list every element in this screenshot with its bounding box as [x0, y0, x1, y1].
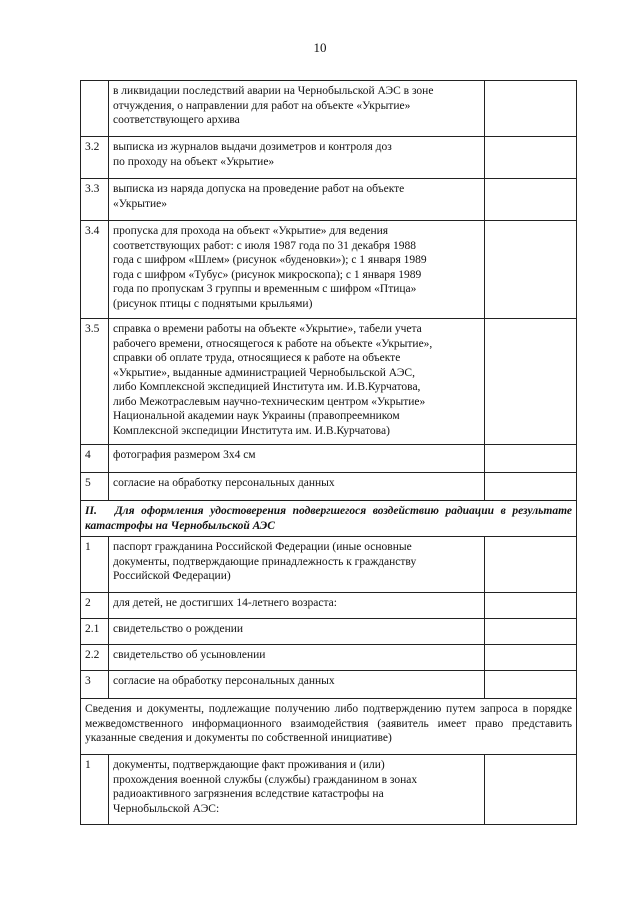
section-header-row: [81, 501, 577, 537]
row-number: 2: [81, 593, 109, 619]
row-blank-cell: [485, 221, 577, 319]
row-blank-cell: [485, 445, 577, 473]
table-row: [81, 319, 577, 445]
table-row: [81, 755, 577, 825]
table-row: [81, 221, 577, 319]
row-number: 5: [81, 473, 109, 501]
section-ii-title: Для оформления удостоверения подвергшегося воздействию радиации в результате катастрофы на Чернобыльской АЭС: [85, 505, 572, 532]
row-text: выписка из наряда допуска на проведение работ на объекте «Укрытие»: [109, 179, 485, 221]
row-number: 1: [81, 537, 109, 593]
section-ii-heading: [81, 501, 577, 537]
row-number: [81, 81, 109, 137]
row-text: выписка из журналов выдачи дозиметров и контроля доз по проходу на объект «Укрытие»: [109, 137, 485, 179]
row-text: для детей, не достигших 14-летнего возраста:: [109, 593, 485, 619]
row-number: 2.2: [81, 645, 109, 671]
row-blank-cell: [485, 537, 577, 593]
row-number: 4: [81, 445, 109, 473]
interagency-info-text: Сведения и документы, подлежащие получению либо подтверждению путем запроса в порядке межведомственного информационного взаимодействия (заявитель имеет право представить указанные сведения и документы по собственной инициативе): [81, 699, 577, 755]
info-row: [81, 699, 577, 755]
table-row: [81, 671, 577, 699]
row-number: 3.3: [81, 179, 109, 221]
table-row: [81, 593, 577, 619]
row-text: справка о времени работы на объекте «Укрытие», табели учета рабочего времени, относящегося к работе на объекте «Укрытие», справки об оплате труда, относящиеся к работе на объекте «Укрытие», выданные администрацией Чернобыльской АЭС, либо Комплексной экспедицией Института им. И.В.Курчатова, либо Межотраслевым научно-техническим центром «Укрытие» Национальной академии наук Украины (правопреемником Комплексной экспедиции Института им. И.В.Курчатова): [109, 319, 485, 445]
row-blank-cell: [485, 755, 577, 825]
row-number: 3: [81, 671, 109, 699]
row-text: свидетельство о рождении: [109, 619, 485, 645]
row-blank-cell: [485, 179, 577, 221]
table-row: [81, 179, 577, 221]
table-row: [81, 619, 577, 645]
row-text: в ликвидации последствий аварии на Чернобыльской АЭС в зоне отчуждения, о направлении для работ на объекте «Укрытие» соответствующего архива: [109, 81, 485, 137]
row-text: паспорт гражданина Российской Федерации (иные основные документы, подтверждающие принадлежность к гражданству Российской Федерации): [109, 537, 485, 593]
row-blank-cell: [485, 645, 577, 671]
row-text: документы, подтверждающие факт проживания и (или) прохождения военной службы (службы) гражданином в зонах радиоактивного загрязнения вследствие катастрофы на Чернобыльской АЭС:: [109, 755, 485, 825]
row-blank-cell: [485, 319, 577, 445]
row-blank-cell: [485, 671, 577, 699]
table-row: [81, 473, 577, 501]
row-number: 3.4: [81, 221, 109, 319]
row-text: согласие на обработку персональных данных: [109, 671, 485, 699]
row-blank-cell: [485, 81, 577, 137]
row-number: 3.5: [81, 319, 109, 445]
table-row: [81, 81, 577, 137]
row-text: пропуска для прохода на объект «Укрытие» для ведения соответствующих работ: с июля 1987 года по 31 декабря 1988 года с шифром «Шлем» (рисунок «буденовки»); с 1 января 1989 года с шифром «Тубус» (рисунок микроскопа); с 1 января 1989 года по пропускам 3 группы и временным с шифром «Птица» (рисунок птицы с поднятыми крыльями): [109, 221, 485, 319]
row-number: 3.2: [81, 137, 109, 179]
row-text: согласие на обработку персональных данных: [109, 473, 485, 501]
row-text: свидетельство об усыновлении: [109, 645, 485, 671]
row-blank-cell: [485, 137, 577, 179]
row-blank-cell: [485, 473, 577, 501]
row-blank-cell: [485, 619, 577, 645]
section-ii-roman: II.: [85, 505, 97, 517]
row-number: 1: [81, 755, 109, 825]
table-row: [81, 645, 577, 671]
table-row: [81, 445, 577, 473]
page-number: 10: [313, 40, 327, 55]
row-text: фотография размером 3х4 см: [109, 445, 485, 473]
table-row: [81, 137, 577, 179]
table-row: [81, 537, 577, 593]
document-table: [80, 80, 577, 825]
row-blank-cell: [485, 593, 577, 619]
row-number: 2.1: [81, 619, 109, 645]
